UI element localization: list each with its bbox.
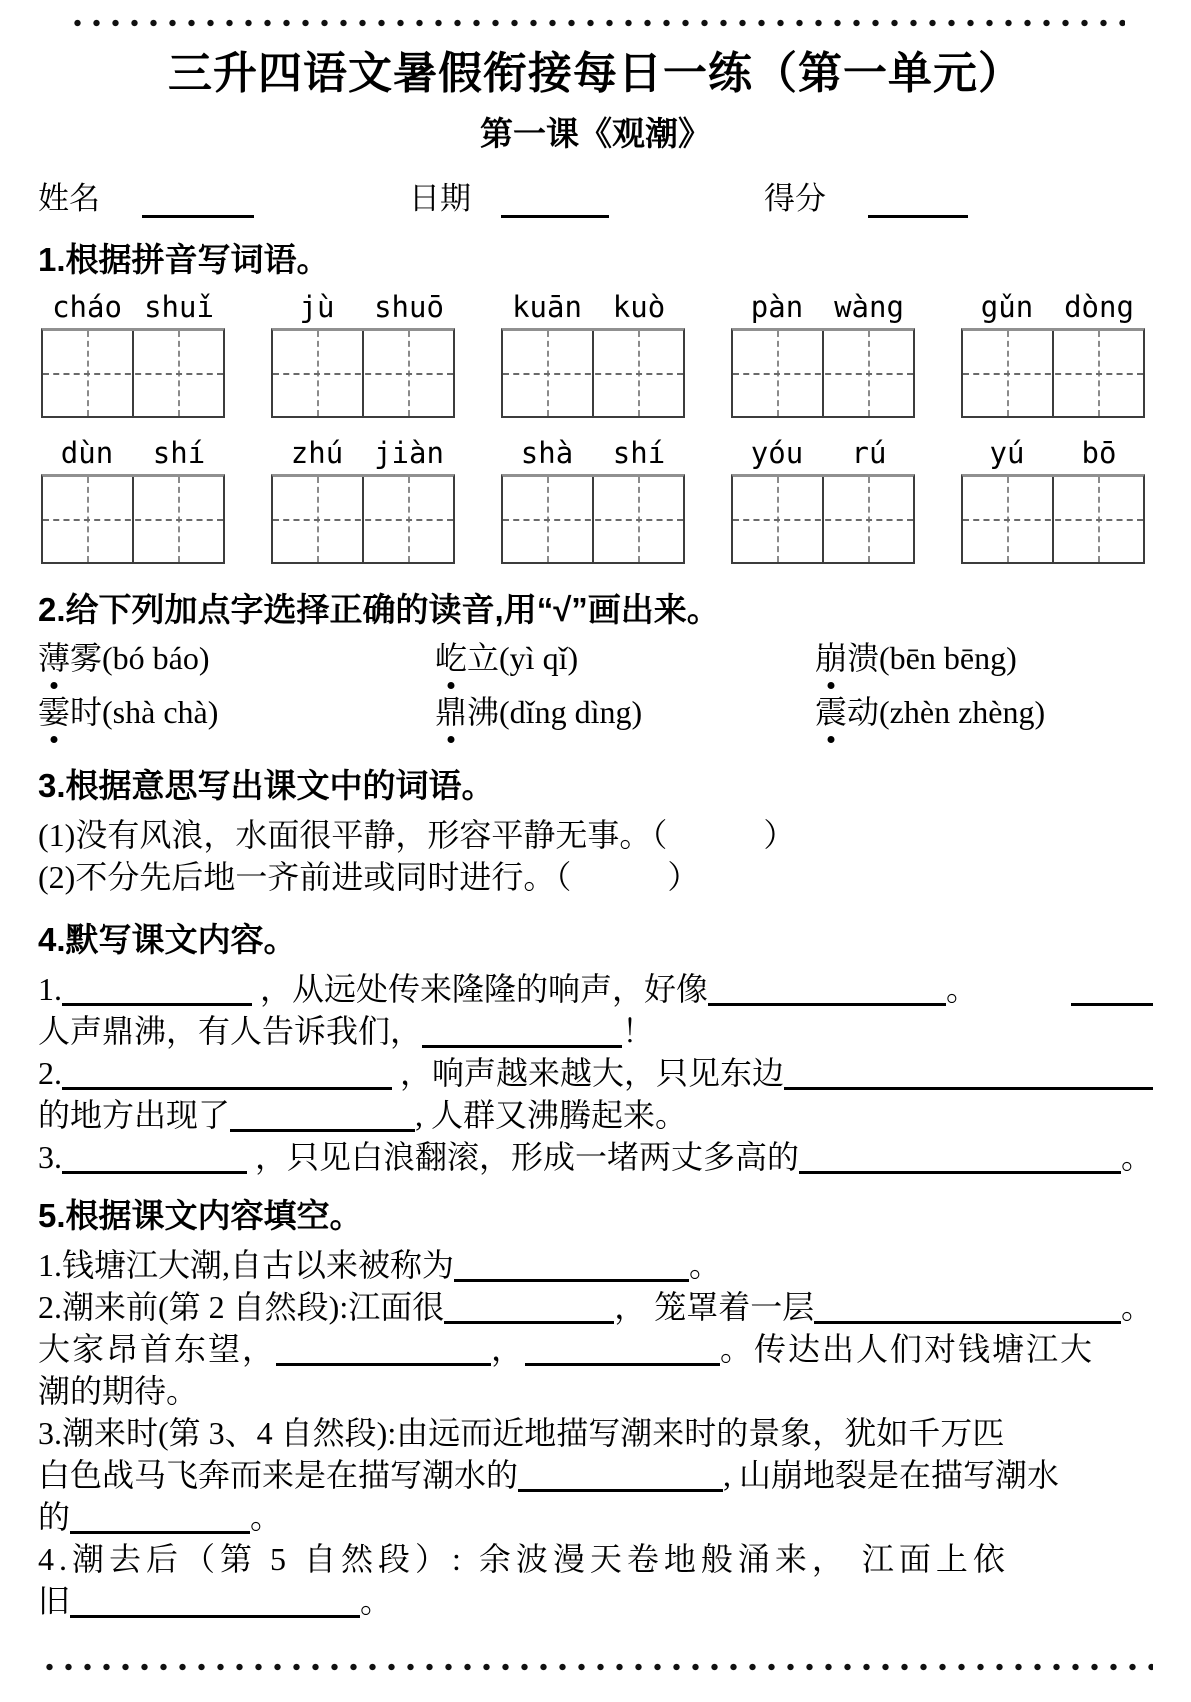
sentence-text: 白色战马飞奔而来是在描写潮水的 bbox=[38, 1457, 519, 1493]
sentence-text: 。 bbox=[250, 1499, 283, 1535]
pinyin-syllable: shuǐ bbox=[144, 290, 214, 324]
section-1-heading: 1.根据拼音写词语。 bbox=[38, 241, 330, 278]
blank-field bbox=[518, 1487, 723, 1492]
fill-line-2b bbox=[38, 1328, 1153, 1370]
sentence-text: 4.潮去后（第 5 自然段）: 余波漫天卷地般涌来， 江面上依 bbox=[38, 1541, 1010, 1577]
pronunciation-item bbox=[38, 638, 435, 678]
pinyin-word bbox=[731, 290, 915, 324]
pinyin-word bbox=[961, 290, 1145, 324]
fill-line-4b bbox=[38, 1580, 1153, 1622]
writing-grid bbox=[41, 474, 225, 564]
date-blank-field bbox=[501, 209, 609, 218]
blank-field bbox=[454, 1277, 689, 1282]
fill-line-1 bbox=[38, 1244, 1153, 1286]
word-and-options: 动(zhèn zhèng) bbox=[847, 694, 1046, 730]
name-blank-field bbox=[142, 209, 254, 218]
pinyin-syllable: bō bbox=[1081, 436, 1117, 470]
pinyin-row-2 bbox=[41, 436, 1153, 470]
decorative-dotted-border-bottom bbox=[38, 1662, 1153, 1672]
pinyin-syllable: rú bbox=[851, 436, 887, 470]
line-number: 3. bbox=[38, 1139, 62, 1175]
name-date-score-row bbox=[38, 180, 1153, 218]
name-label: 姓名 bbox=[38, 181, 100, 216]
sentence-text: ，从远处传来隆隆的响声，好像 bbox=[252, 971, 709, 1007]
pronunciation-item bbox=[38, 692, 435, 732]
writing-grid-row-1 bbox=[41, 328, 1153, 418]
pinyin-syllable: gǔn bbox=[980, 290, 1034, 324]
blank-field bbox=[62, 1001, 252, 1006]
sentence-text: ，响声越来越大，只见东边 bbox=[392, 1055, 785, 1091]
dotted-character: 鼎 bbox=[435, 694, 468, 730]
sentence-text: 潮的期待。 bbox=[38, 1373, 199, 1409]
blank-field bbox=[70, 1529, 250, 1534]
pinyin-syllable: pàn bbox=[750, 290, 804, 324]
dotted-character: 霎 bbox=[38, 694, 71, 730]
blank-field bbox=[444, 1319, 614, 1324]
sentence-text: , 山崩地裂是在描写潮水 bbox=[723, 1457, 1060, 1493]
pinyin-word bbox=[41, 436, 225, 470]
writing-grid bbox=[271, 328, 455, 418]
pinyin-word bbox=[501, 290, 685, 324]
fill-line-3b bbox=[38, 1454, 1153, 1496]
blank-field bbox=[70, 1613, 360, 1618]
writing-grid bbox=[271, 474, 455, 564]
sentence-text: ， bbox=[491, 1331, 526, 1367]
writing-grid bbox=[961, 328, 1145, 418]
pinyin-word bbox=[271, 436, 455, 470]
writing-grid bbox=[961, 474, 1145, 564]
pinyin-syllable: shí bbox=[152, 436, 206, 470]
section-2-heading: 2.给下列加点字选择正确的读音,用“√”画出来。 bbox=[38, 591, 720, 628]
line-number: 2. bbox=[38, 1055, 62, 1091]
blank-field bbox=[62, 1169, 247, 1174]
dotted-character: 震 bbox=[815, 694, 848, 730]
sentence-text: 。 bbox=[1120, 1289, 1153, 1325]
section-5-heading: 5.根据课文内容填空。 bbox=[38, 1197, 363, 1234]
dotted-character: 屹 bbox=[435, 640, 468, 676]
word-and-options: 沸(dǐng dìng) bbox=[467, 694, 643, 730]
decorative-dotted-border-top bbox=[66, 18, 1125, 28]
line-number: 1. bbox=[38, 971, 62, 1007]
pinyin-word bbox=[731, 436, 915, 470]
blank-field bbox=[799, 1169, 1121, 1174]
sentence-text: 大家昂首东望， bbox=[38, 1331, 277, 1367]
pinyin-syllable: dùn bbox=[60, 436, 114, 470]
score-label: 得分 bbox=[764, 181, 826, 216]
pronunciation-item bbox=[435, 638, 815, 678]
pinyin-syllable: cháo bbox=[52, 290, 122, 324]
blank-field bbox=[276, 1361, 491, 1366]
pronunciation-item bbox=[435, 692, 815, 732]
word-and-options: 溃(bēn bēng) bbox=[847, 640, 1017, 676]
blank-field bbox=[62, 1085, 392, 1090]
pronunciation-row-2 bbox=[38, 692, 1153, 746]
definition-line-1 bbox=[38, 814, 1153, 856]
page-title: 三升四语文暑假衔接每日一练（第一单元） bbox=[168, 49, 1023, 98]
fill-line-4 bbox=[38, 1538, 1153, 1580]
dictation-line-2 bbox=[38, 1052, 1153, 1094]
dotted-character: 崩 bbox=[815, 640, 848, 676]
sentence-text: ！ bbox=[622, 1013, 655, 1049]
word-and-options: 雾(bó báo) bbox=[70, 640, 210, 676]
sentence-text: 3.潮来时(第 3、4 自然段):由远而近地描写潮来时的景象，犹如千万匹 bbox=[38, 1415, 1005, 1451]
pronunciation-item bbox=[815, 692, 1045, 732]
pinyin-syllable: kuān bbox=[512, 290, 582, 324]
sentence-text: 。 bbox=[946, 971, 979, 1007]
lesson-subtitle: 第一课《观潮》 bbox=[480, 115, 711, 152]
sentence-text: 。传达出人们对钱塘江大 bbox=[720, 1331, 1095, 1367]
sentence-text: 。 bbox=[689, 1247, 722, 1283]
sentence-text: ， 笼罩着一层 bbox=[614, 1289, 815, 1325]
sentence-text: 。 bbox=[360, 1583, 393, 1619]
fill-line-3c bbox=[38, 1496, 1153, 1538]
pinyin-syllable: shuō bbox=[374, 290, 444, 324]
fill-line-2c bbox=[38, 1370, 1153, 1412]
sentence-text: 旧 bbox=[38, 1583, 71, 1619]
dictation-line-1b bbox=[38, 1010, 1153, 1052]
pinyin-syllable: dòng bbox=[1064, 290, 1134, 324]
pinyin-word bbox=[271, 290, 455, 324]
pinyin-row-1 bbox=[41, 290, 1153, 324]
blank-field bbox=[708, 1001, 946, 1006]
blank-field bbox=[1071, 1001, 1153, 1006]
pinyin-syllable: zhú bbox=[290, 436, 344, 470]
pinyin-syllable: yóu bbox=[750, 436, 804, 470]
score-blank-field bbox=[868, 209, 968, 218]
pinyin-syllable: shí bbox=[612, 436, 666, 470]
blank-field bbox=[784, 1085, 1153, 1090]
date-label: 日期 bbox=[409, 181, 471, 216]
blank-field bbox=[422, 1043, 622, 1048]
pinyin-word bbox=[961, 436, 1145, 470]
word-and-options: 时(shà chà) bbox=[70, 694, 219, 730]
writing-grid bbox=[41, 328, 225, 418]
pinyin-syllable: jù bbox=[299, 290, 335, 324]
blank-field bbox=[230, 1127, 415, 1132]
sentence-text: , 人群又沸腾起来。 bbox=[415, 1097, 688, 1133]
dotted-character: 薄 bbox=[38, 640, 71, 676]
sentence-text: 2.潮来前(第 2 自然段):江面很 bbox=[38, 1289, 445, 1325]
pinyin-word bbox=[501, 436, 685, 470]
sentence-text: 。 bbox=[1120, 1139, 1153, 1175]
section-3-heading: 3.根据意思写出课文中的词语。 bbox=[38, 767, 495, 804]
word-and-options: 立(yì qǐ) bbox=[467, 640, 579, 676]
fill-line-3 bbox=[38, 1412, 1153, 1454]
writing-grid bbox=[501, 328, 685, 418]
writing-grid bbox=[731, 328, 915, 418]
sentence-text: 人声鼎沸，有人告诉我们， bbox=[38, 1013, 423, 1049]
dictation-line-1 bbox=[38, 968, 1153, 1010]
dictation-line-3 bbox=[38, 1136, 1153, 1178]
sentence-text: 的 bbox=[38, 1499, 71, 1535]
pronunciation-row-1 bbox=[38, 638, 1153, 692]
definition-text: (1)没有风浪，水面很平静，形容平静无事。（ ） bbox=[38, 817, 796, 853]
pinyin-word bbox=[41, 290, 225, 324]
dictation-line-2b bbox=[38, 1094, 1153, 1136]
fill-line-2 bbox=[38, 1286, 1153, 1328]
writing-grid bbox=[731, 474, 915, 564]
sentence-text: 1.钱塘江大潮,自古以来被称为 bbox=[38, 1247, 455, 1283]
section-4-heading: 4.默写课文内容。 bbox=[38, 921, 297, 958]
blank-field bbox=[814, 1319, 1121, 1324]
pinyin-syllable: kuò bbox=[612, 290, 666, 324]
pinyin-syllable: jiàn bbox=[374, 436, 444, 470]
pinyin-syllable: shà bbox=[520, 436, 574, 470]
writing-grid-row-2 bbox=[41, 474, 1153, 564]
definition-line-2 bbox=[38, 856, 1153, 898]
sentence-text: ，只见白浪翻滚，形成一堵两丈多高的 bbox=[247, 1139, 800, 1175]
pinyin-syllable: yú bbox=[989, 436, 1025, 470]
writing-grid bbox=[501, 474, 685, 564]
worksheet-page bbox=[0, 18, 1191, 1622]
pronunciation-item bbox=[815, 638, 1017, 678]
pinyin-syllable: wàng bbox=[834, 290, 904, 324]
definition-text: (2)不分先后地一齐前进或同时进行。（ ） bbox=[38, 859, 700, 895]
sentence-text: 的地方出现了 bbox=[38, 1097, 231, 1133]
blank-field bbox=[525, 1361, 720, 1366]
